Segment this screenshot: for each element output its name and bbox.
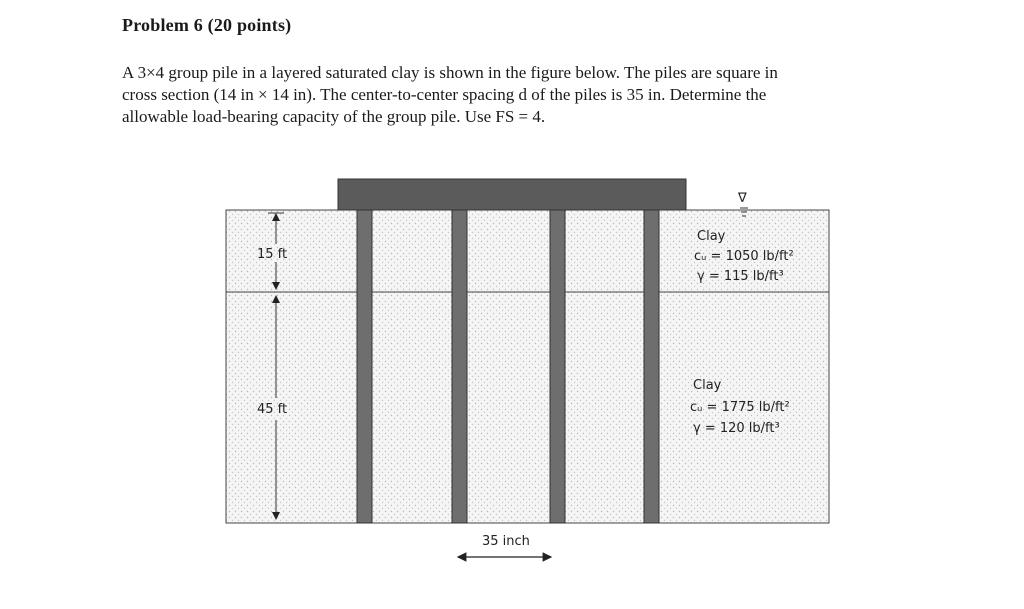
upper-layer-cu: cᵤ = 1050 lb/ft² [694,249,794,264]
problem-title: Problem 6 (20 points) [122,15,292,35]
lower-layer-name: Clay [693,378,722,393]
pile-4 [644,210,659,523]
pile-3 [550,210,565,523]
upper-layer-gamma: γ = 115 lb/ft³ [697,269,784,284]
pile-cap [338,179,686,210]
statement-line-1: A 3×4 group pile in a layered saturated clay is shown in the figure below. The piles are square in [122,63,778,82]
upper-layer-name: Clay [697,229,726,244]
lower-layer-gamma: γ = 120 lb/ft³ [693,421,780,436]
statement-line-2: cross section (14 in × 14 in). The center-to-center spacing d of the piles is 35 in. Determine the [122,85,767,104]
pile-2 [452,210,467,523]
spacing-dimension [458,534,551,557]
lower-layer-cu: cᵤ = 1775 lb/ft² [690,400,790,415]
statement-line-3: allowable load-bearing capacity of the group pile. Use FS = 4. [122,107,546,126]
lower-layer-thickness: 45 ft [257,402,288,417]
spacing-label: 35 inch [482,534,530,549]
pile-1 [357,210,372,523]
upper-layer-thickness: 15 ft [257,247,288,262]
svg-text:∇: ∇ [738,191,747,206]
